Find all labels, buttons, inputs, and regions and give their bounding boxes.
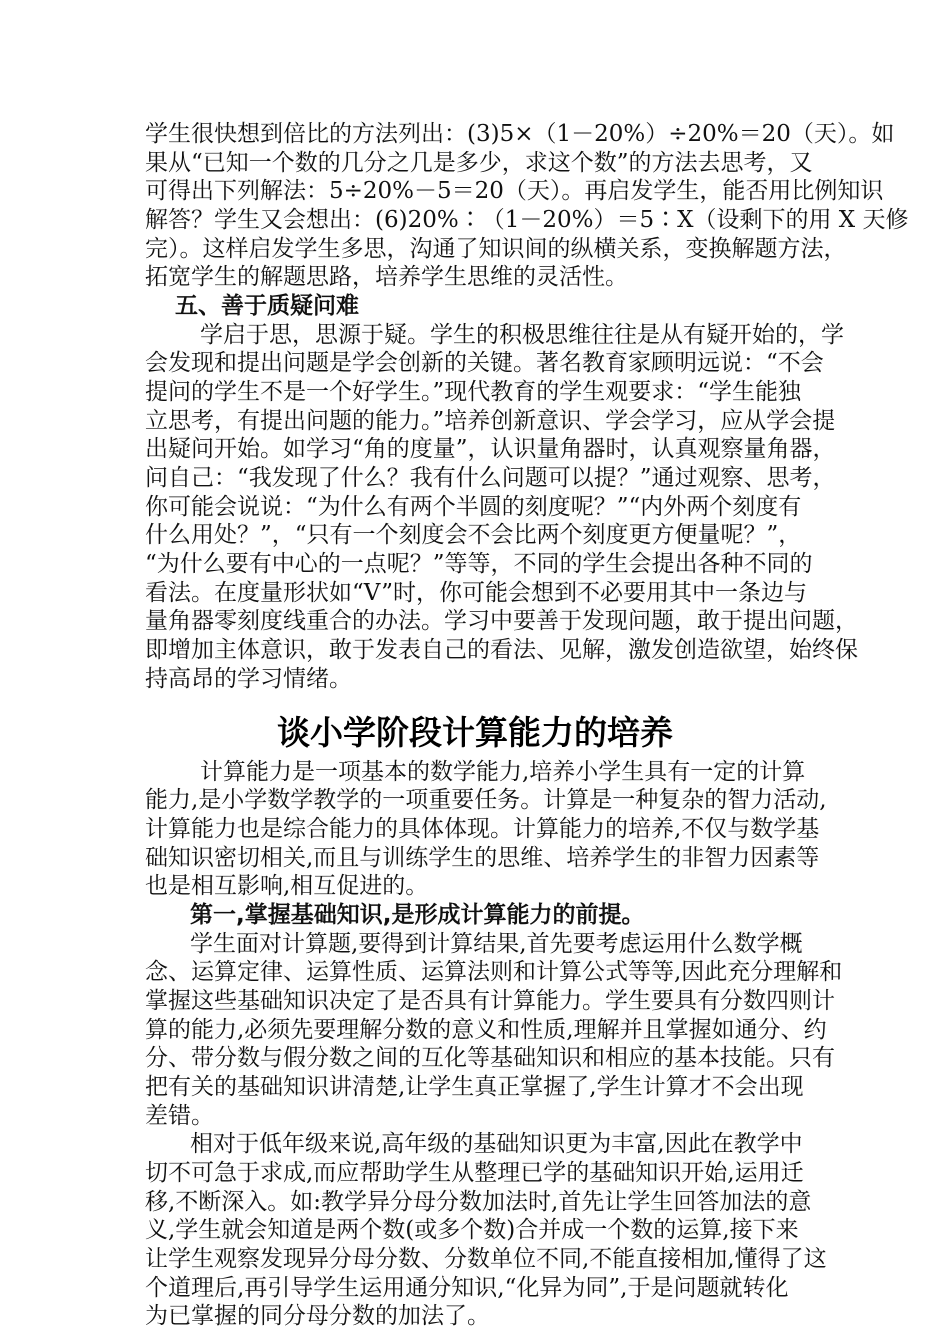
- text-line: 义,学生就会知道是两个数(或多个数)合并成一个数的运算,接下来: [145, 1217, 799, 1244]
- text-line: 移,不断深入。如:教学异分母分数加法时,首先让学生回答加法的意: [145, 1188, 812, 1215]
- text-line: 学生面对计算题,要得到计算结果,首先要考虑运用什么数学概: [190, 930, 803, 957]
- text-line: 出疑问开始。如学习“角的度量”，认识量角器时，认真观察量角器，: [145, 436, 836, 463]
- text-line: 提问的学生不是一个好学生。”现代教育的学生观要求：“学生能独: [145, 379, 802, 405]
- text-line: 为已掌握的同分母分数的加法了。: [145, 1303, 490, 1330]
- text-line: 让学生观察发现异分母分数、分数单位不同,不能直接相加,懂得了这: [145, 1245, 827, 1272]
- text-line: 切不可急于求成,而应帮助学生从整理已学的基础知识开始,运用迁: [145, 1159, 804, 1186]
- text-line: 个道理后,再引导学生运用通分知识,“化异为同”,于是问题就转化: [145, 1274, 789, 1301]
- text-line: 把有关的基础知识讲清楚,让学生真正掌握了,学生计算才不会出现: [145, 1073, 804, 1100]
- text-line: 立思考，有提出问题的能力。”培养创新意识、学会学习，应从学会提: [145, 407, 836, 434]
- text-line: 差错。: [145, 1102, 214, 1129]
- section-heading: 五、善于质疑问难: [175, 293, 359, 319]
- text-line: 拓宽学生的解题思路，培养学生思维的灵活性。: [145, 264, 628, 291]
- text-line: 你可能会说说：“为什么有两个半圆的刻度呢？”“内外两个刻度有: [145, 493, 802, 520]
- text-line: 看法。在度量形状如“V”时，你可能会想到不必要用其中一条边与: [145, 579, 807, 606]
- text-line: 问自己：“我发现了什么？我有什么问题可以提？”通过观察、思考，: [145, 465, 836, 492]
- text-line: 也是相互影响,相互促进的。: [145, 873, 429, 900]
- text-line: 持高昂的学习情绪。: [145, 665, 352, 692]
- text-line: 可得出下列解法：5÷20%－5＝20（天）。再启发学生，能否用比例知识: [145, 178, 884, 205]
- text-line: 什么用处？”，“只有一个刻度会不会比两个刻度更方便量呢？”，: [145, 522, 802, 549]
- text-line: 即增加主体意识，敢于发表自己的看法、见解，激发创造欲望，始终保: [145, 637, 858, 664]
- text-line: 果从“已知一个数的几分之几是多少，求这个数”的方法去思考，又: [145, 149, 813, 176]
- text-line: 学启于思，思源于疑。学生的积极思维往往是从有疑开始的，学: [200, 321, 844, 348]
- text-line: 学生很快想到倍比的方法列出：(3)5×（1－20%）÷20%＝20（天）。如: [145, 121, 895, 147]
- text-line: 掌握这些基础知识决定了是否具有计算能力。学生要具有分数四则计: [145, 987, 835, 1014]
- text-line: 计算能力也是综合能力的具体体现。计算能力的培养,不仅与数学基: [145, 815, 820, 842]
- text-line: 算的能力,必须先要理解分数的意义和性质,理解并且掌握如通分、约: [145, 1016, 827, 1043]
- text-line: 会发现和提出问题是学会创新的关键。著名教育家顾明远说：“不会: [145, 350, 824, 377]
- text-line: 解答？学生又会想出：(6)20%∶（1－20%）＝5∶X（设剩下的用 X 天修: [145, 207, 909, 233]
- text-line: 能力,是小学数学教学的一项重要任务。计算是一种复杂的智力活动,: [145, 787, 827, 814]
- text-line: 完）。这样启发学生多思，沟通了知识间的纵横关系，变换解题方法，: [145, 235, 847, 262]
- text-line: 计算能力是一项基本的数学能力,培养小学生具有一定的计算: [200, 758, 806, 785]
- section-heading: 第一,掌握基础知识,是形成计算能力的前提。: [190, 901, 645, 928]
- text-line: 念、运算定律、运算性质、运算法则和计算公式等等,因此充分理解和: [145, 959, 843, 986]
- text-line: 量角器零刻度线重合的办法。学习中要善于发现问题，敢于提出问题，: [145, 608, 858, 635]
- article-title: 谈小学阶段计算能力的培养: [277, 713, 673, 753]
- text-line: 相对于低年级来说,高年级的基础知识更为丰富,因此在教学中: [190, 1131, 803, 1158]
- text-line: 分、带分数与假分数之间的互化等基础知识和相应的基本技能。只有: [145, 1045, 835, 1072]
- text-line: 础知识密切相关,而且与训练学生的思维、培养学生的非智力因素等: [145, 844, 820, 871]
- text-line: “为什么要有中心的一点呢？”等等，不同的学生会提出各种不同的: [145, 551, 813, 578]
